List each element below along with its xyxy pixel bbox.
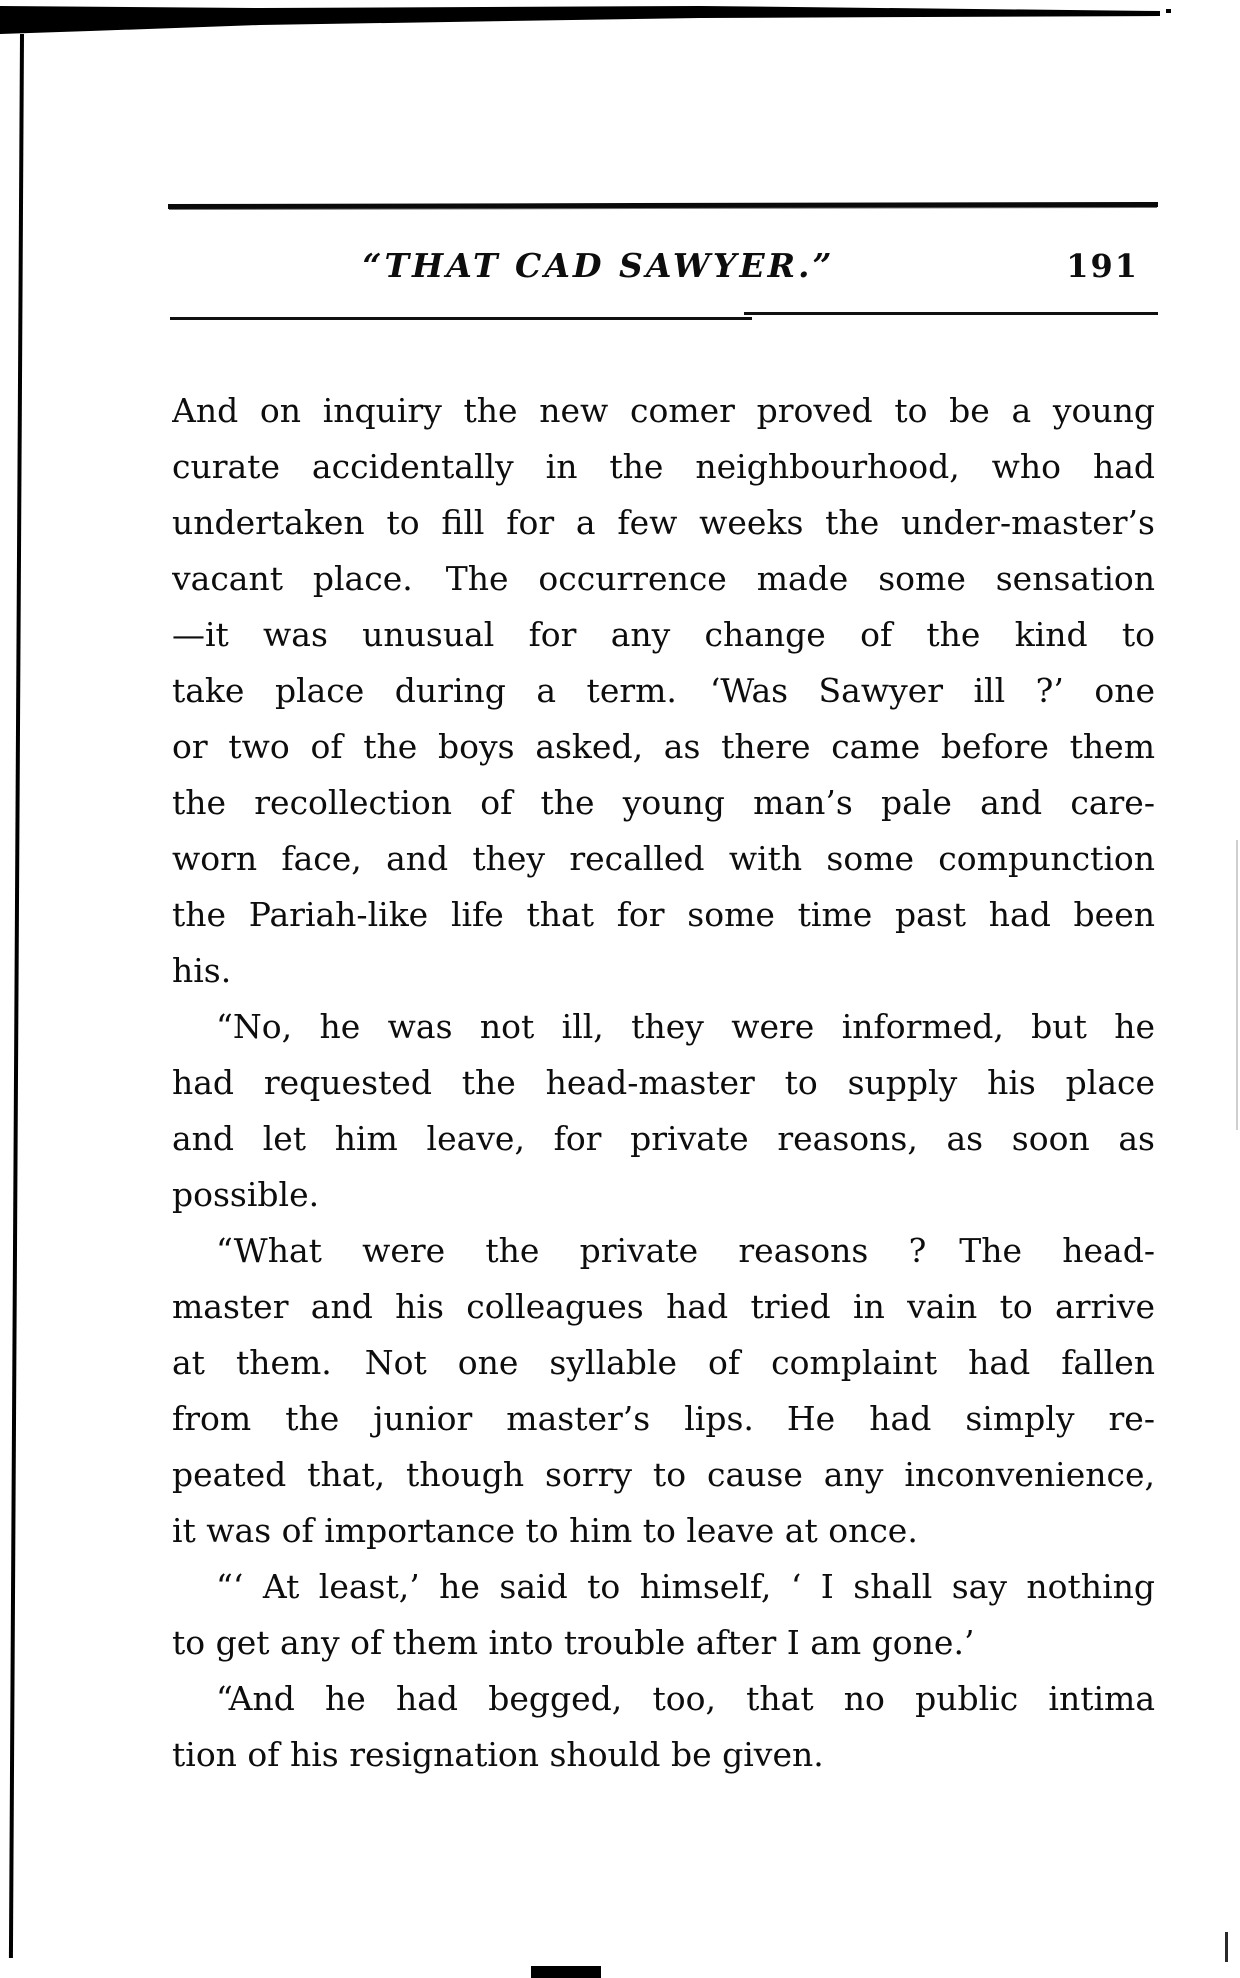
page-number: 191 <box>1066 247 1139 285</box>
text-line: tion of his resignation should be given. <box>172 1735 824 1774</box>
text-line: “No, he was not ill, they were informed, but he <box>216 1007 1155 1046</box>
header-rule-bottom-left <box>170 317 752 320</box>
text-line: worn face, and they recalled with some compunction <box>172 839 1155 878</box>
text-line: “And he had begged, too, that no public intima <box>216 1679 1155 1718</box>
text-line: master and his colleagues had tried in vain to arrive <box>172 1287 1155 1326</box>
running-header-title: “THAT CAD SAWYER.” <box>362 246 835 285</box>
text-line: his. <box>172 951 232 990</box>
running-header <box>172 242 1155 290</box>
paragraph <box>172 1671 1155 1783</box>
text-line: or two of the boys asked, as there came before them <box>172 727 1155 766</box>
text-line: the Pariah-like life that for some time past had been <box>172 895 1155 934</box>
text-line: peated that, though sorry to cause any inconvenience, <box>172 1455 1155 1494</box>
header-rule-bottom-right <box>744 312 1158 315</box>
paragraph <box>172 1223 1155 1559</box>
scan-artifact-bottom-mark <box>531 1966 601 1978</box>
text-line: And on inquiry the new comer proved to be a young <box>172 391 1155 430</box>
text-line: “‘ At least,’ he said to himself, ‘ I shall say nothing <box>216 1567 1155 1606</box>
paragraph <box>172 999 1155 1223</box>
text-line: curate accidentally in the neighbourhood, who had <box>172 447 1155 486</box>
scan-artifact-top-wedge <box>0 0 1240 44</box>
text-line: it was of importance to him to leave at once. <box>172 1511 918 1550</box>
text-line: “What were the private reasons ? The head- <box>216 1231 1155 1270</box>
text-line: at them. Not one syllable of complaint had fallen <box>172 1343 1155 1382</box>
scan-artifact-left-line <box>9 34 24 1958</box>
text-line: to get any of them into trouble after I am gone.’ <box>172 1623 975 1662</box>
text-line: —it was unusual for any change of the kind to <box>172 615 1155 654</box>
text-line: undertaken to fill for a few weeks the under-master’s <box>172 503 1155 542</box>
text-line: the recollection of the young man’s pale and care- <box>172 783 1155 822</box>
scan-artifact-right-dash <box>1225 1932 1228 1962</box>
scan-artifact-right-faint-line <box>1236 840 1238 1130</box>
text-line: vacant place. The occurrence made some sensation <box>172 559 1155 598</box>
header-rule-top <box>168 202 1158 209</box>
text-line: possible. <box>172 1175 320 1214</box>
text-line: take place during a term. ‘Was Sawyer ill ?’ one <box>172 671 1155 710</box>
text-line: had requested the head-master to supply his place <box>172 1063 1155 1102</box>
page-body <box>172 383 1155 1783</box>
paragraph <box>172 383 1155 999</box>
text-line: and let him leave, for private reasons, as soon as <box>172 1119 1155 1158</box>
paragraph <box>172 1559 1155 1671</box>
text-line: from the junior master’s lips. He had simply re- <box>172 1399 1155 1438</box>
